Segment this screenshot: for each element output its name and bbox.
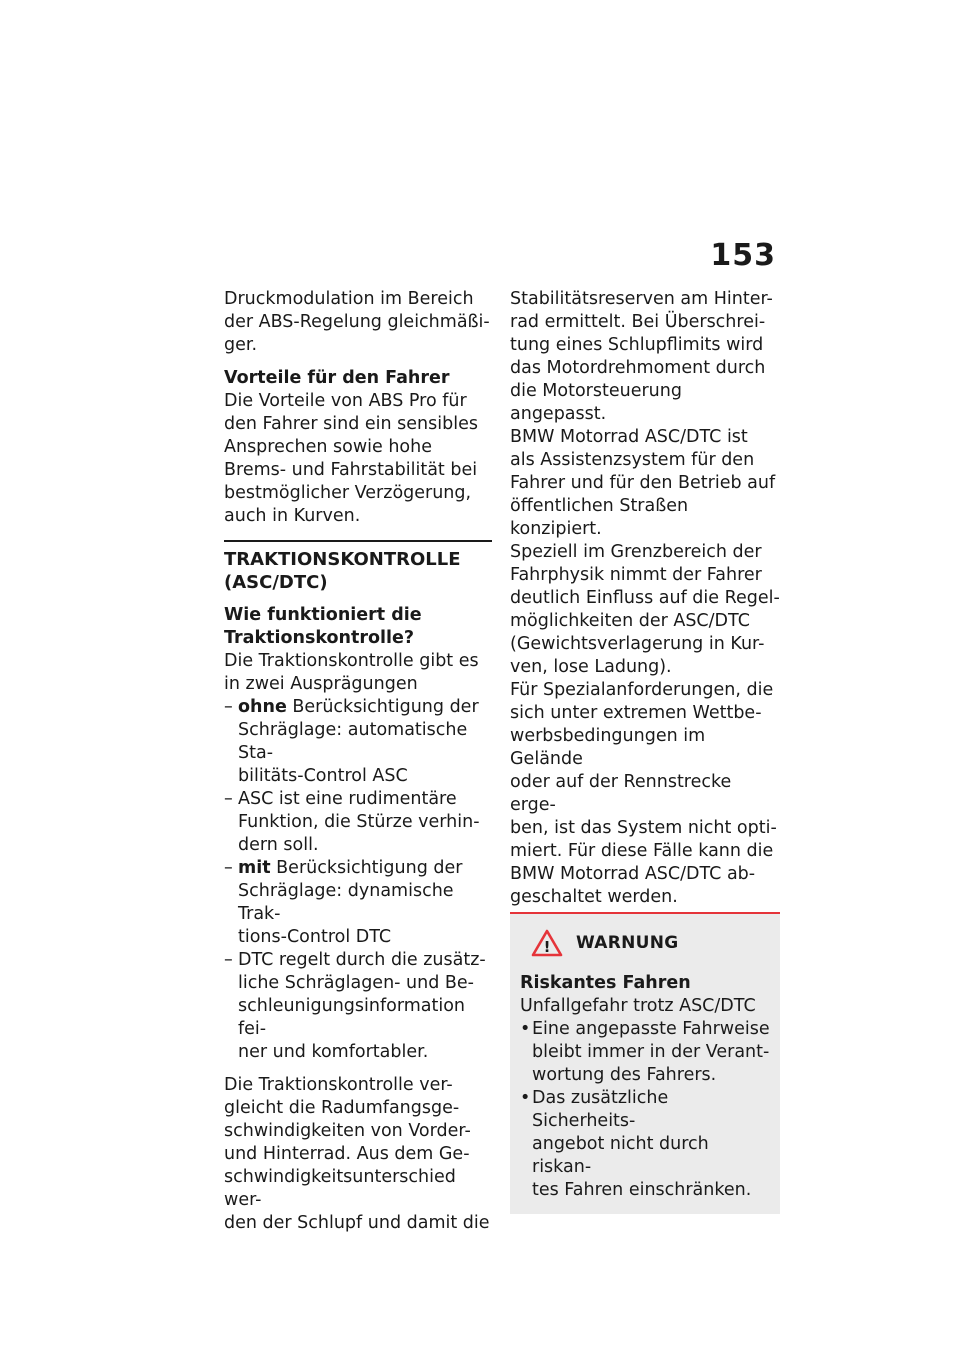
list-item: – DTC regelt durch die zusätz- liche Schräglagen- und Be- schleunigungsinformation fei- ner und komfortabler. bbox=[224, 950, 486, 1062]
warning-list-item: • Das zusätzliche Sicherheits- angebot nicht durch riskan- tes Fahren einschränken. bbox=[520, 1088, 752, 1200]
how-heading: Wie funktioniert die Traktionskontrolle? bbox=[224, 605, 422, 648]
dash-marker: – bbox=[224, 697, 233, 717]
left-column bbox=[224, 288, 492, 1235]
list-item: – ASC ist eine rudimentäre Funktion, die Stürze verhin- dern soll. bbox=[224, 789, 480, 855]
list-item: – ohne Berücksichtigung der Schräglage: automatische Sta- bilitäts-Control ASC bbox=[224, 697, 479, 786]
warning-list-item: • Eine angepasste Fahrweise bleibt immer in der Verant- wortung des Fahrers. bbox=[520, 1019, 770, 1085]
advantages-paragraph: Die Vorteile von ABS Pro für den Fahrer sind ein sensibles Ansprechen sowie hohe Brems- und Fahrstabilität bei bestmöglicher Verzögerung, auch in Kurven. bbox=[224, 391, 478, 526]
warning-subtext: Unfallgefahr trotz ASC/DTC bbox=[520, 996, 756, 1016]
warning-list bbox=[520, 1018, 770, 1202]
dash-marker: – bbox=[224, 789, 233, 809]
warning-box bbox=[510, 914, 780, 1214]
dash-marker: – bbox=[224, 858, 233, 878]
warning-triangle-icon bbox=[530, 928, 564, 958]
bullet-marker: • bbox=[520, 1088, 531, 1108]
warning-mark: ! bbox=[543, 938, 551, 956]
intro-paragraph: Druckmodulation im Bereich der ABS-Regelung gleichmäßi- ger. bbox=[224, 289, 490, 355]
bullet-marker: • bbox=[520, 1019, 531, 1039]
warning-header bbox=[520, 928, 770, 958]
warning-heading: Riskantes Fahren bbox=[520, 973, 691, 993]
list-item: – mit Berücksichtigung der Schräglage: dynamische Trak- tions-Control DTC bbox=[224, 858, 463, 947]
right-column bbox=[510, 288, 780, 1214]
dash-marker: – bbox=[224, 950, 233, 970]
special-paragraph: Für Spezialanforderungen, die sich unter extremen Wettbe- werbsbedingungen im Gelände oder auf der Rennstrecke erge- ben, ist das System nicht opti- miert. Für diese Fälle kann die BMW Motorrad ASC/DTC ab- geschaltet werden. bbox=[510, 680, 777, 907]
section-title: TRAKTIONSKONTROLLE (ASC/DTC) bbox=[224, 540, 492, 594]
advantages-heading: Vorteile für den Fahrer bbox=[224, 368, 450, 388]
variant-list bbox=[224, 696, 492, 1064]
warning-title: WARNUNG bbox=[576, 932, 679, 953]
compare-paragraph: Die Traktionskontrolle ver- gleicht die Radumfangsge- schwindigkeiten von Vorder- und Hinterrad. Aus dem Ge- schwindigkeitsunterschied wer- den der Schlupf und damit die bbox=[224, 1075, 490, 1233]
function-paragraph: Stabilitätsreserven am Hinter- rad ermittelt. Bei Überschrei- tung eines Schlupflimits wird das Motordrehmoment durch die Motorsteuerung angepasst. BMW Motorrad ASC/DTC ist als Assistenzsystem für den Fahrer und für den Betrieb auf öffentlichen Straßen konzipiert. Speziell im Grenzbereich der Fahrphysik nimmt der Fahrer deutlich Einfluss auf die Regel- möglichkeiten der ASC/DTC (Gewichtsverlagerung in Kur- ven, lose Ladung). bbox=[510, 289, 780, 677]
how-paragraph: Die Traktionskontrolle gibt es in zwei Ausprägungen bbox=[224, 651, 479, 694]
page-number: 153 bbox=[710, 238, 776, 273]
